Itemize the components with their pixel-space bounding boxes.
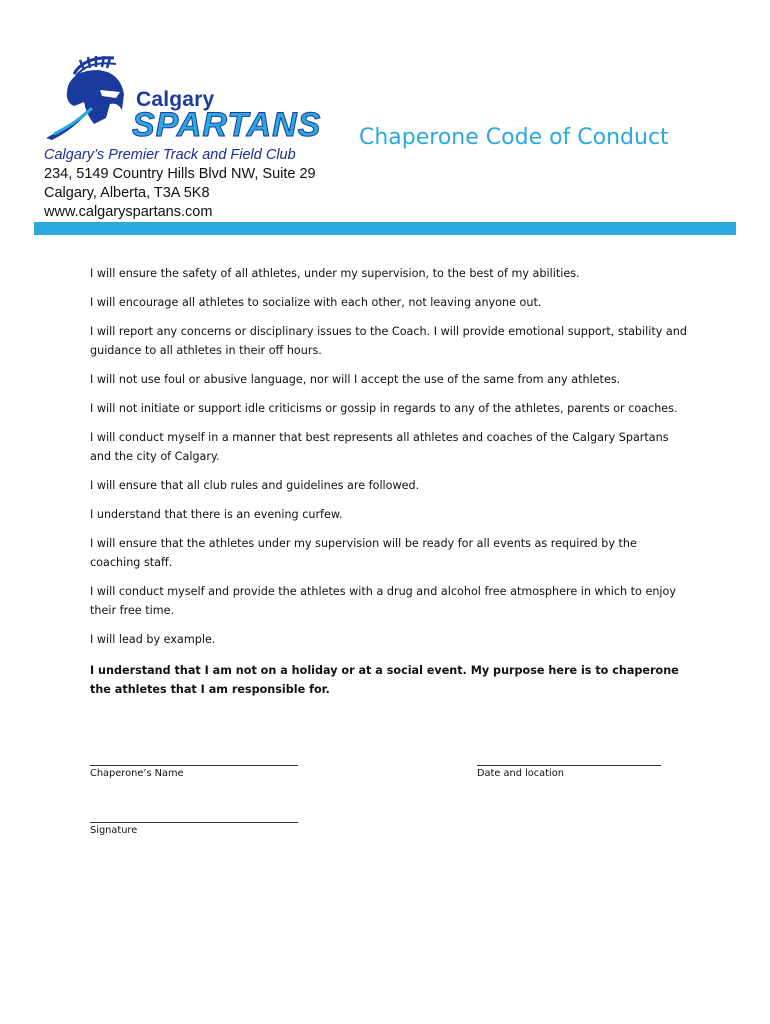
code-item: I will conduct myself and provide the athletes with a drug and alcohol free atmosphere in which to enjoy their free time. (90, 585, 677, 617)
code-item: I will conduct myself in a manner that best represents all athletes and coaches of the Calgary Spartans and the city of Calgary. (90, 431, 669, 463)
address-line-2: Calgary, Alberta, T3A 5K8 (44, 185, 210, 201)
spartan-helmet-icon (44, 52, 136, 142)
chaperone-name-line[interactable] (90, 765, 298, 766)
logo-name-text: SPARTANS (132, 106, 322, 144)
club-info (44, 146, 316, 222)
signature-label: Signature (90, 825, 138, 836)
code-item: I will encourage all athletes to socialize with each other, not leaving anyone out. (90, 296, 542, 309)
code-item: I will not use foul or abusive language, nor will I accept the use of the same from any athletes. (90, 373, 621, 386)
club-tagline: Calgary’s Premier Track and Field Club (44, 147, 296, 163)
address-line-1: 234, 5149 Country Hills Blvd NW, Suite 29 (44, 166, 316, 182)
code-item: I will report any concerns or disciplinary issues to the Coach. I will provide emotional support, stability and guidance to all athletes in their off hours. (90, 325, 687, 357)
code-item: I will ensure that the athletes under my supervision will be ready for all events as required by the coaching staff. (90, 537, 637, 569)
header-divider-bar (34, 222, 736, 235)
code-item: I understand that there is an evening curfew. (90, 508, 343, 521)
club-logo (44, 52, 344, 142)
code-item: I will lead by example. (90, 633, 216, 646)
date-location-label: Date and location (477, 768, 564, 779)
code-item: I will ensure that all club rules and guidelines are followed. (90, 479, 420, 492)
website: www.calgaryspartans.com (44, 204, 213, 220)
signature-line[interactable] (90, 822, 298, 823)
code-item: I will ensure the safety of all athletes, under my supervision, to the best of my abilities. (90, 267, 580, 280)
logo-city-text: Calgary (136, 88, 215, 111)
code-of-conduct-body (90, 264, 690, 709)
date-location-line[interactable] (477, 765, 661, 766)
responsibility-statement: I understand that I am not on a holiday or at a social event. My purpose here is to chaperone the athletes that I am responsible for. (90, 664, 679, 696)
document-title: Chaperone Code of Conduct (359, 125, 669, 150)
chaperone-name-label: Chaperone’s Name (90, 768, 184, 779)
code-item: I will not initiate or support idle criticisms or gossip in regards to any of the athletes, parents or coaches. (90, 402, 678, 415)
